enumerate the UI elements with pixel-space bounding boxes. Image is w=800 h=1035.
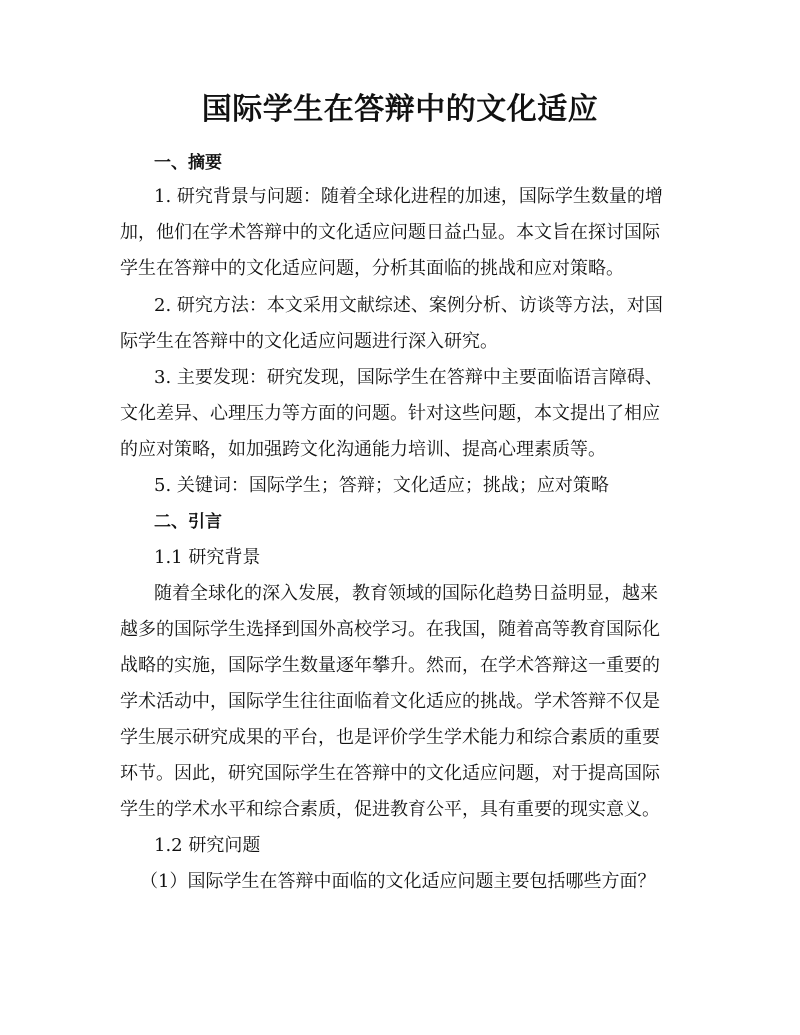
abstract-line: 加，他们在学术答辩中的文化适应问题日益凸显。本文旨在探讨国际	[120, 222, 660, 243]
abstract-line: 文化差异、心理压力等方面的问题。针对这些问题，本文提出了相应	[120, 403, 660, 424]
section-heading-introduction: 二、引言	[154, 512, 222, 532]
abstract-line: 学生在答辩中的文化适应问题，分析其面临的挑战和应对策略。	[120, 258, 624, 279]
abstract-line: 1. 研究背景与问题：随着全球化进程的加速，国际学生数量的增	[154, 186, 663, 207]
body-line: 越多的国际学生选择到国外高校学习。在我国，随着高等教育国际化	[120, 619, 660, 640]
subsection-heading-questions: 1.2 研究问题	[154, 835, 261, 856]
body-line: 学生的学术水平和综合素质，促进教育公平，具有重要的现实意义。	[120, 799, 660, 820]
body-line: 学术活动中，国际学生往往面临着文化适应的挑战。学术答辩不仅是	[120, 691, 660, 712]
body-line: 环节。因此，研究国际学生在答辩中的文化适应问题，对于提高国际	[120, 763, 660, 784]
abstract-line: 的应对策略，如加强跨文化沟通能力培训、提高心理素质等。	[120, 439, 606, 460]
abstract-line: 际学生在答辩中的文化适应问题进行深入研究。	[120, 331, 498, 352]
body-line: 随着全球化的深入发展，教育领域的国际化趋势日益明显，越来	[154, 583, 658, 604]
body-line: 战略的实施，国际学生数量逐年攀升。然而，在学术答辩这一重要的	[120, 655, 660, 676]
document-title: 国际学生在答辩中的文化适应	[201, 92, 599, 127]
research-question-item: （1）国际学生在答辩中面临的文化适应问题主要包括哪些方面？	[140, 871, 656, 892]
abstract-line: 3. 主要发现：研究发现，国际学生在答辩中主要面临语言障碍、	[154, 367, 663, 388]
keywords-line: 5. 关键词：国际学生；答辩；文化适应；挑战；应对策略	[154, 475, 609, 496]
subsection-heading-background: 1.1 研究背景	[154, 547, 261, 568]
abstract-line: 2. 研究方法：本文采用文献综述、案例分析、访谈等方法，对国	[154, 295, 663, 316]
section-heading-abstract: 一、摘要	[154, 153, 222, 173]
body-line: 学生展示研究成果的平台，也是评价学生学术能力和综合素质的重要	[120, 727, 660, 748]
